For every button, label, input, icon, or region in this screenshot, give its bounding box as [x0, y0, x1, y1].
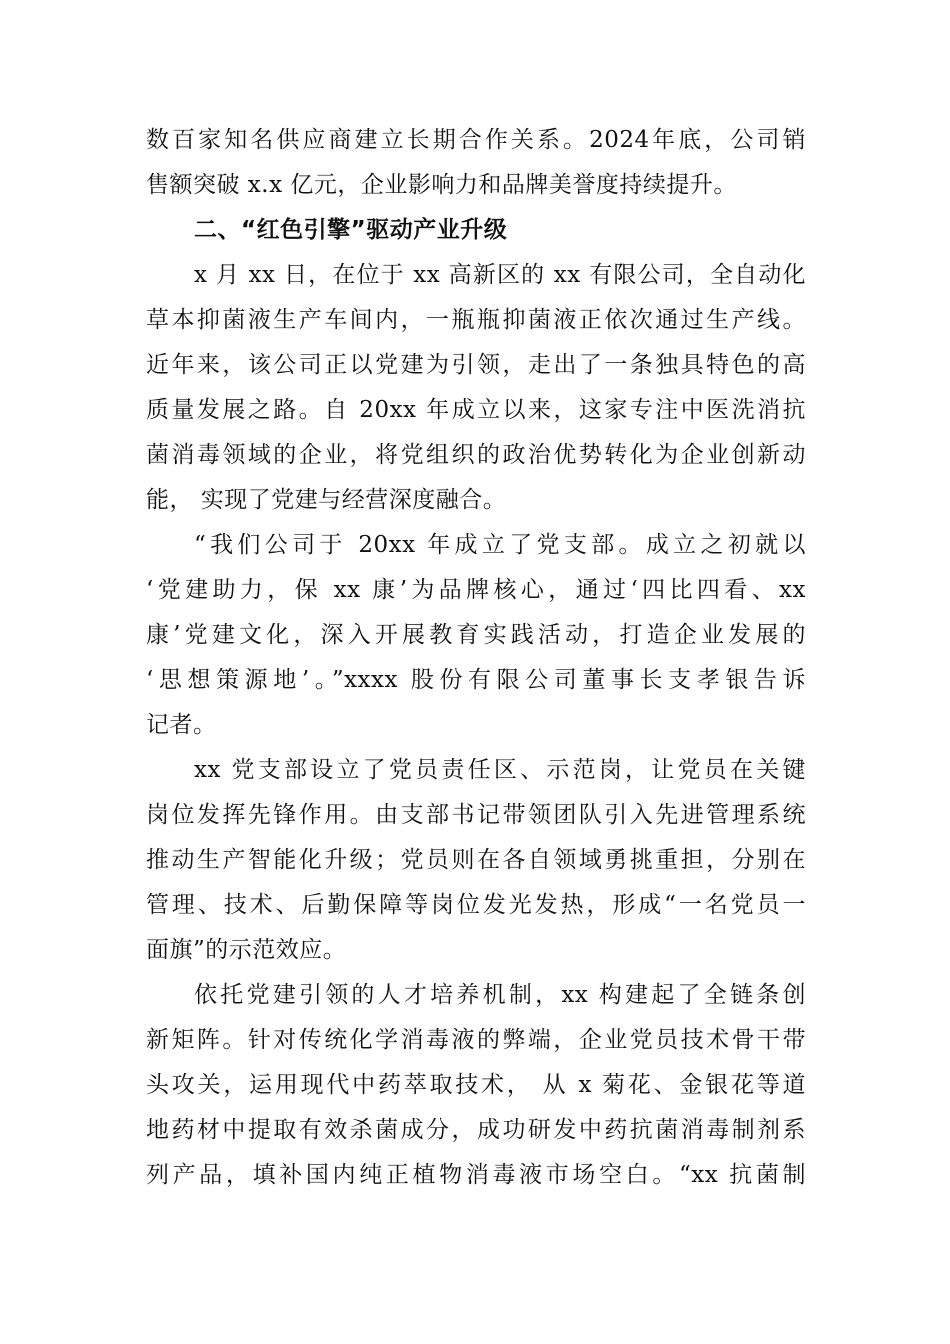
text-line: 菌消毒领域的企业，将党组织的政治优势转化为企业创新动 [146, 442, 806, 468]
text-line: xx 党支部设立了党员责任区、示范岗，让党员在关键 [194, 757, 806, 783]
text-line: 列产品，填补国内纯正植物消毒液市场空白。“xx 抗菌制 [146, 1162, 806, 1188]
text-line: 数百家知名供应商建立长期合作关系。2024年底，公司销 [146, 127, 806, 153]
text-line: 草本抑菌液生产车间内，一瓶瓶抑菌液正依次通过生产线。 [146, 307, 806, 333]
text-line: x 月 xx 日，在位于 xx 高新区的 xx 有限公司，全自动化 [194, 262, 806, 288]
body-text [146, 118, 806, 1198]
text-line: 康’党建文化，深入开展教育实践活动，打造企业发展的 [146, 622, 806, 648]
text-line: 地药材中提取有效杀菌成分，成功研发中药抗菌消毒制剂系 [146, 1117, 806, 1143]
text-line: 近年来，该公司正以党建为引领，走出了一条独具特色的高 [146, 352, 806, 378]
text-line: “我们公司于 20xx 年成立了党支部。成立之初就以 [194, 532, 806, 558]
text-line: ‘思想策源地’。”xxxx 股份有限公司董事长支孝银告诉 [146, 667, 806, 693]
text-line: 记者。 [146, 712, 217, 738]
text-line: 面旗”的示范效应。 [146, 937, 347, 963]
text-line: 依托党建引领的人才培养机制，xx 构建起了全链条创 [194, 982, 806, 1008]
text-line: 推动生产智能化升级；党员则在各自领域勇挑重担，分别在 [146, 847, 806, 873]
section-heading: 二、“红色引擎”驱动产业升级 [194, 217, 508, 243]
text-line: ‘党建助力，保 xx 康’为品牌核心，通过‘四比四看、xx [146, 577, 806, 603]
text-line: 头攻关，运用现代中药萃取技术， 从 x 菊花、金银花等道 [146, 1072, 806, 1098]
text-line: 新矩阵。针对传统化学消毒液的弊端，企业党员技术骨干带 [146, 1027, 806, 1053]
text-line: 管理、技术、后勤保障等岗位发光发热，形成“一名党员一 [146, 892, 806, 918]
text-line: 质量发展之路。自 20xx 年成立以来，这家专注中医洗消抗 [146, 397, 806, 423]
text-line: 岗位发挥先锋作用。由支部书记带领团队引入先进管理系统 [146, 802, 806, 828]
text-line: 售额突破 x.x 亿元，企业影响力和品牌美誉度持续提升。 [146, 172, 737, 198]
text-line: 能， 实现了党建与经营深度融合。 [146, 487, 507, 513]
